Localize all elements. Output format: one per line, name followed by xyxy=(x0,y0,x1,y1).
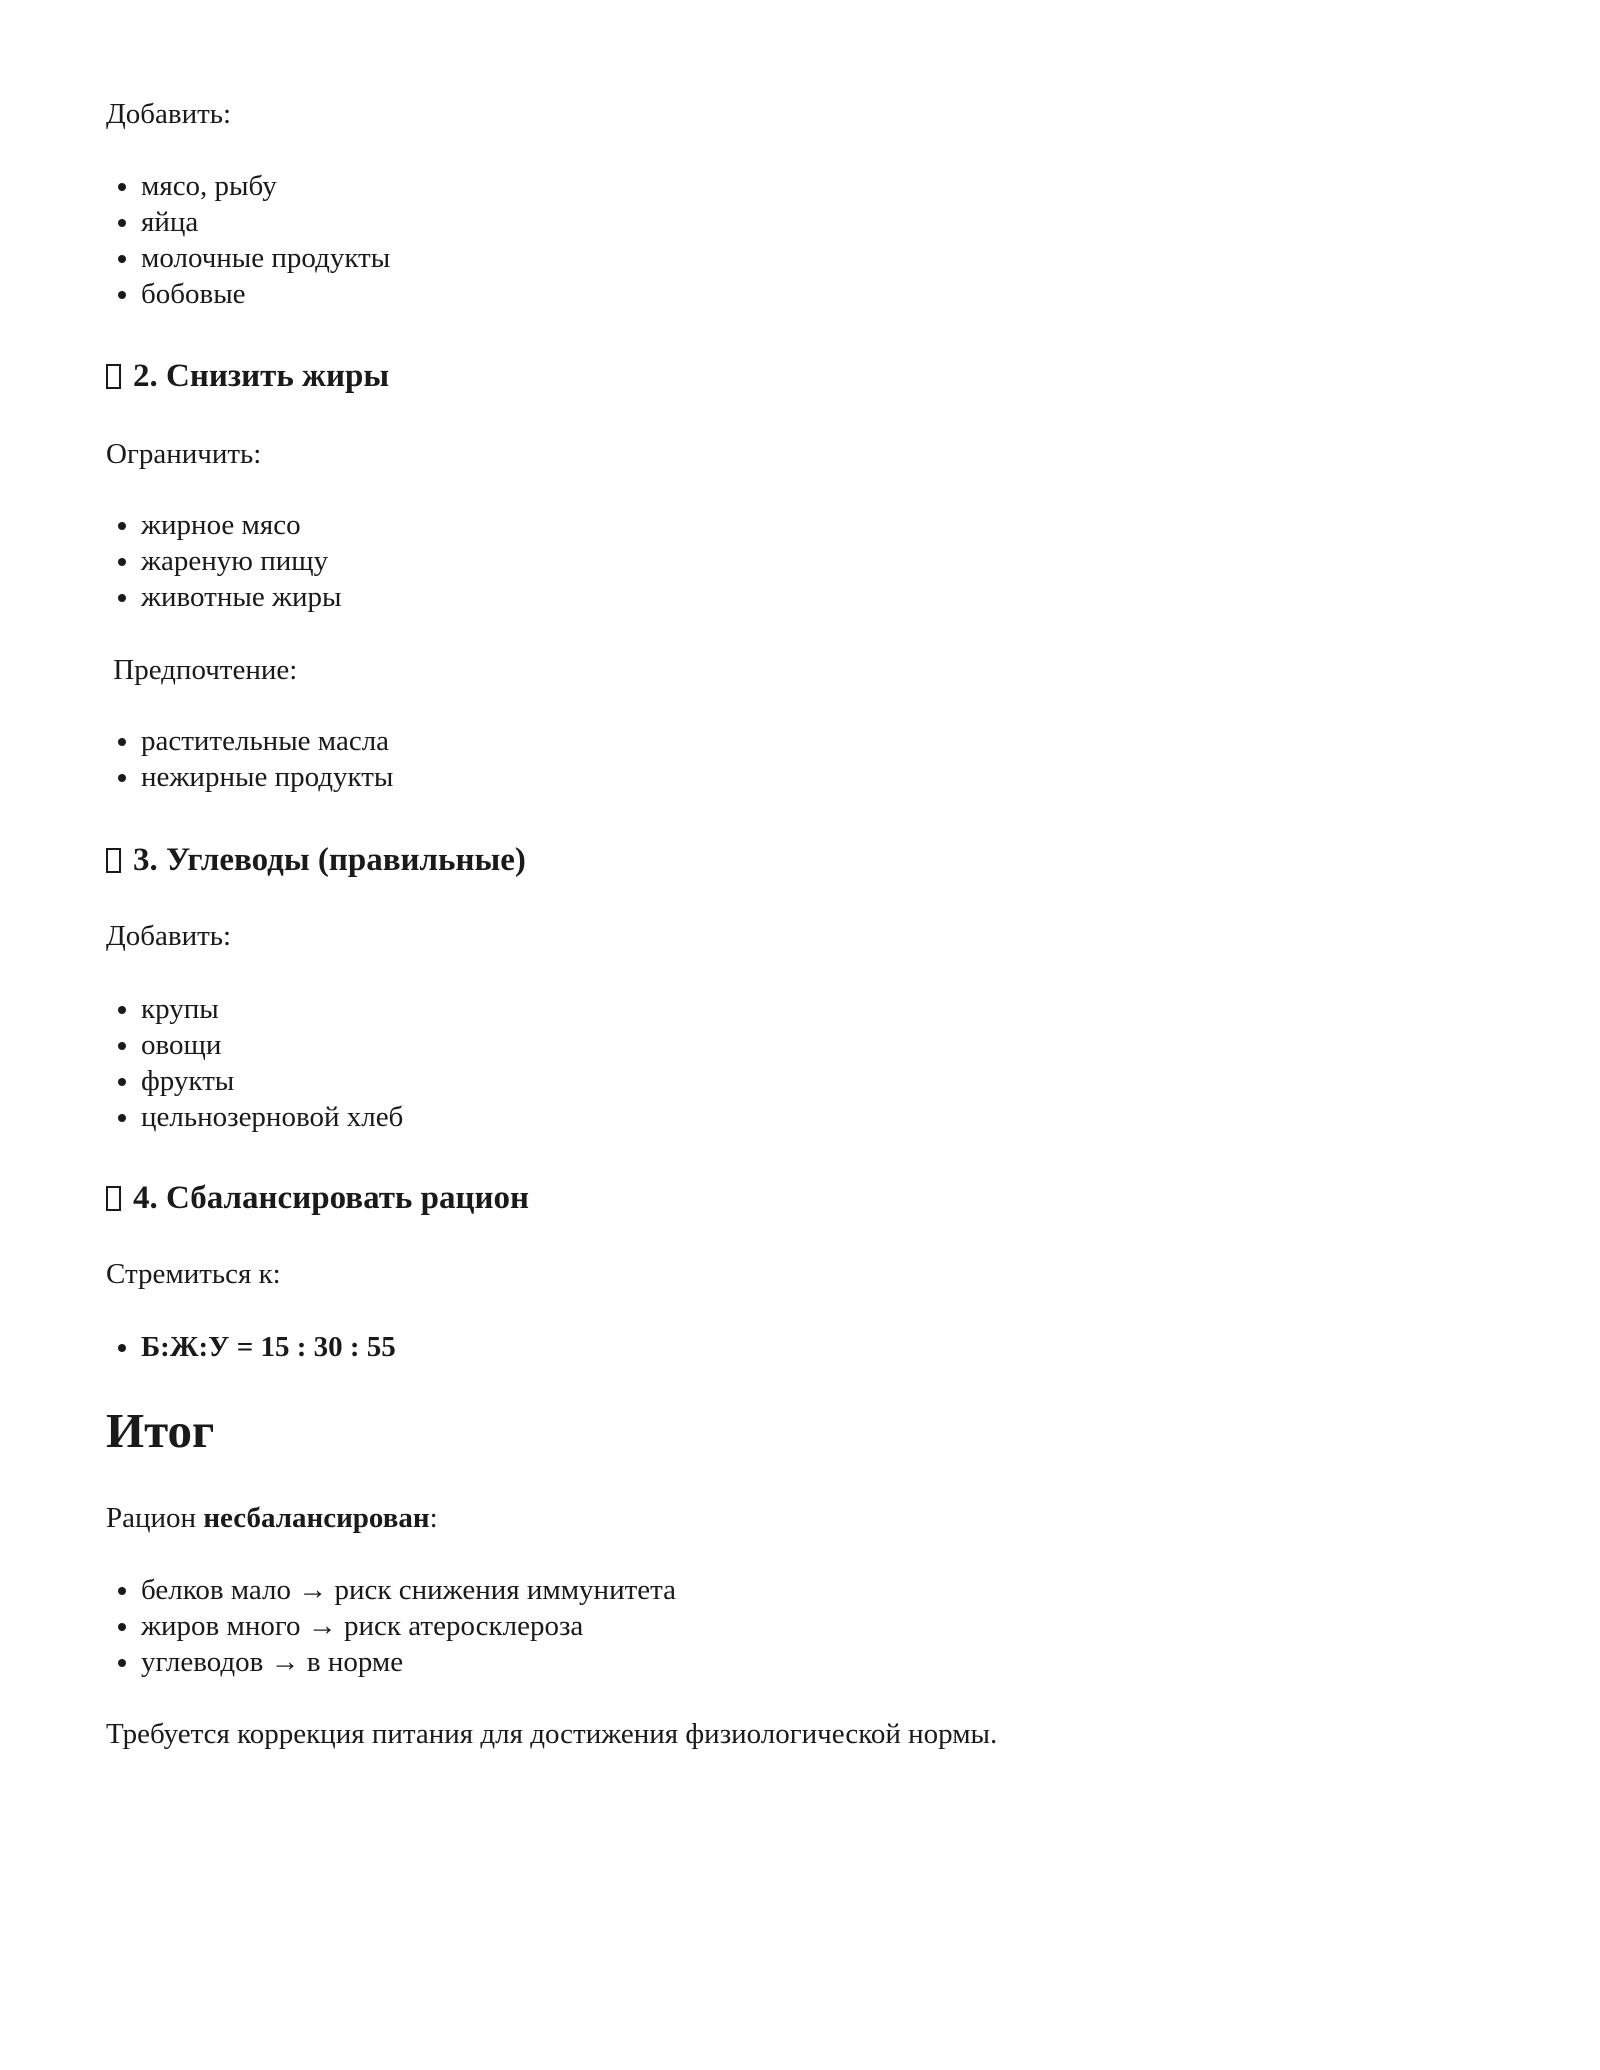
summary-lead-bold: несбалансирован xyxy=(203,1502,430,1534)
summary-heading: Итог xyxy=(106,1403,215,1458)
list-item: • жирное мясо xyxy=(141,507,342,543)
heading-text: 2. Снизить жиры xyxy=(133,358,390,394)
missing-glyph-icon xyxy=(106,364,121,389)
heading-text: 3. Углеводы (правильные) xyxy=(133,842,526,878)
missing-glyph-icon xyxy=(106,848,121,873)
list-item: • бобовые xyxy=(141,276,390,312)
summary-lead-prefix: Рацион xyxy=(106,1502,204,1534)
list-item: • фрукты xyxy=(141,1063,403,1099)
list-item: • жареную пищу xyxy=(141,543,342,579)
add-list-1 xyxy=(106,168,390,312)
heading-reduce-fats xyxy=(106,356,389,396)
list-item: • белков мало → риск снижения иммунитета xyxy=(141,1572,676,1608)
list-item: • молочные продукты xyxy=(141,240,390,276)
add-list-3 xyxy=(106,991,403,1135)
prefer-lead: Предпочтение: xyxy=(106,654,298,686)
list-item: • мясо, рыбу xyxy=(141,168,390,204)
heading-text: 4. Сбалансировать рацион xyxy=(133,1180,530,1216)
list-item: • цельнозерновой хлеб xyxy=(141,1099,403,1135)
missing-glyph-icon xyxy=(106,1186,121,1211)
ratio-list xyxy=(106,1329,396,1365)
summary-conclusion: Требуется коррекция питания для достижения физиологической нормы. xyxy=(106,1718,998,1750)
summary-lead xyxy=(106,1500,438,1536)
list-item: • животные жиры xyxy=(141,579,342,615)
list-item: • углеводов → в норме xyxy=(141,1644,676,1680)
limit-lead: Ограничить: xyxy=(106,438,262,470)
list-item: • растительные масла xyxy=(141,723,393,759)
list-item: • крупы xyxy=(141,991,403,1027)
list-item: • нежирные продукты xyxy=(141,759,393,795)
summary-lead-suffix: : xyxy=(429,1502,438,1534)
heading-carbs xyxy=(106,840,526,880)
ratio-item: • Б:Ж:У = 15 : 30 : 55 xyxy=(141,1329,396,1365)
list-item: • жиров много → риск атеросклероза xyxy=(141,1608,676,1644)
add-lead-3: Добавить: xyxy=(106,920,232,952)
limit-list xyxy=(106,507,342,615)
prefer-list xyxy=(106,723,393,795)
add-lead-1: Добавить: xyxy=(106,98,232,130)
summary-list xyxy=(106,1572,676,1680)
heading-balance xyxy=(106,1178,529,1218)
list-item: • яйца xyxy=(141,204,390,240)
list-item: • овощи xyxy=(141,1027,403,1063)
target-lead: Стремиться к: xyxy=(106,1258,281,1290)
